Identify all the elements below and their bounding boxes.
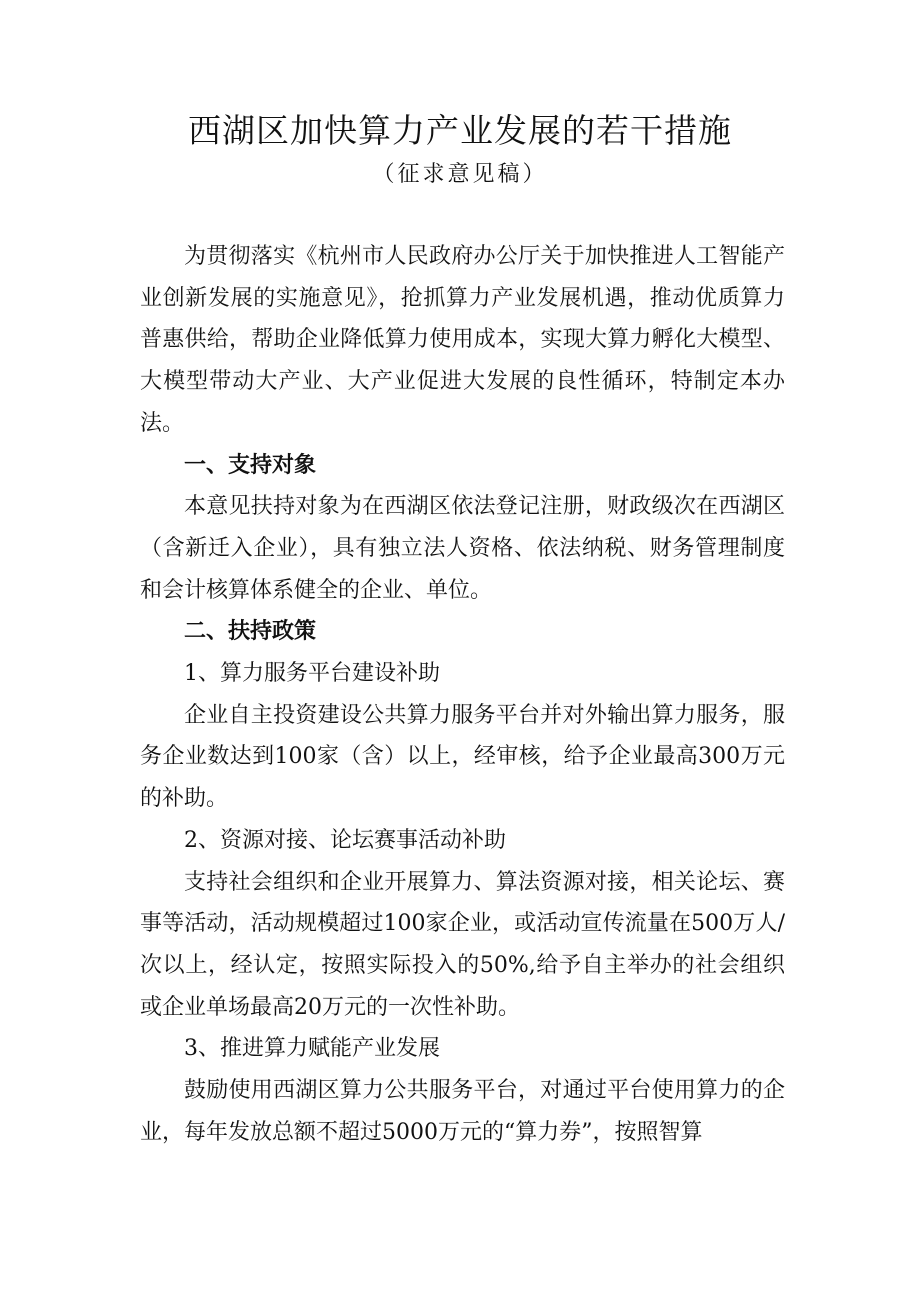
policy-item-3-text: 鼓励使用西湖区算力公共服务平台，对通过平台使用算力的企业，每年发放总额不超过5000万元的“算力券”，按照智算 bbox=[140, 1078, 785, 1145]
section-heading-support-policies: 二、扶持政策 bbox=[184, 619, 317, 645]
document-subtitle: （征求意见稿） bbox=[372, 162, 548, 187]
support-targets-paragraph: 本意见扶持对象为在西湖区依法登记注册，财政级次在西湖区（含新迁入企业），具有独立法人资格、依法纳税、财务管理制度和会计核算体系健全的企业、单位。 bbox=[140, 494, 785, 603]
policy-item-2-text: 支持社会组织和企业开展算力、算法资源对接，相关论坛、赛事等活动，活动规模超过100家企业，或活动宣传流量在500万人/次以上，经认定，按照实际投入的50%,给予自主举办的社会组织或企业单场最高20万元的一次性补助。 bbox=[140, 869, 785, 1020]
section-heading-support-targets: 一、支持对象 bbox=[184, 452, 317, 478]
document-title: 西湖区加快算力产业发展的若干措施 bbox=[188, 111, 732, 150]
policy-item-2-title: 2、资源对接、论坛赛事活动补助 bbox=[184, 827, 506, 853]
intro-paragraph: 为贯彻落实《杭州市人民政府办公厅关于加快推进人工智能产业创新发展的实施意见》，抢抓算力产业发展机遇，推动优质算力普惠供给，帮助企业降低算力使用成本，实现大算力孵化大模型、大模型带动大产业、大产业促进大发展的良性循环，特制定本办法。 bbox=[140, 244, 785, 436]
policy-item-1-title: 1、算力服务平台建设补助 bbox=[184, 661, 440, 687]
document-body bbox=[140, 236, 785, 1153]
policy-item-1-text: 企业自主投资建设公共算力服务平台并对外输出算力服务，服务企业数达到100家（含）以上，经审核，给予企业最高300万元的补助。 bbox=[140, 702, 785, 812]
policy-item-3-title: 3、推进算力赋能产业发展 bbox=[184, 1036, 440, 1062]
